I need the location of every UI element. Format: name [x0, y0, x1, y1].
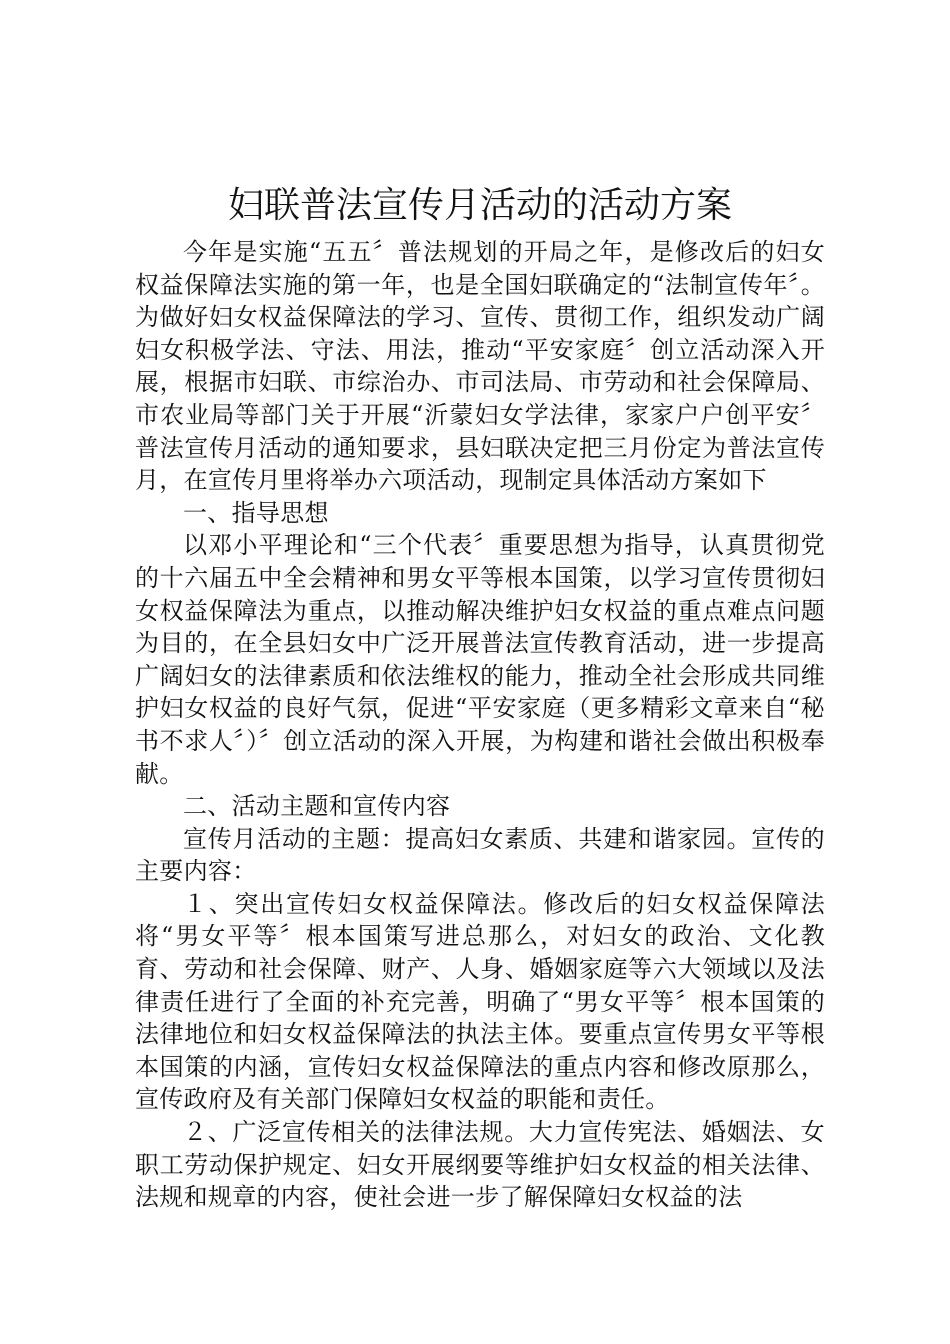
section-heading-guiding-thought: 一、指导思想: [183, 498, 329, 527]
theme-paragraph: 宣传月活动的主题：提高妇女素质、共建和谐家园。宣传的主要内容：: [135, 824, 825, 886]
item-1-paragraph: １、突出宣传妇女权益保障法。修改后的妇女权益保障法将“男女平等〞根本国策写进总那么，对妇女的政治、文化教育、劳动和社会保障、财产、人身、婚姻家庭等六大领域以及法律责任进行了全面的补充完善，明确了“男女平等〞根本国策的法律地位和妇女权益保障法的执法主体。要重点宣传男女平等根本国策的内涵，宣传妇女权益保障法的重点内容和修改原那么，宣传政府及有关部门保障妇女权益的职能和责任。: [135, 889, 825, 1114]
guiding-thought-paragraph: 以邓小平理论和“三个代表〞重要思想为指导，认真贯彻党的十六届五中全会精神和男女平等根本国策，以学习宣传贯彻妇女权益保障法为重点，以推动解决维护妇女权益的重点难点问题为目的，在全县妇女中广泛开展普法宣传教育活动，进一步提高广阔妇女的法律素质和依法维权的能力，推动全社会形成共同维护妇女权益的良好气氛，促进“平安家庭（更多精彩文章来自“秘书不求人〞）〞创立活动的深入开展，为构建和谐社会做出积极奉献。: [135, 531, 825, 788]
document-page: [135, 180, 825, 1214]
intro-paragraph: 今年是实施“五五〞普法规划的开局之年，是修改后的妇女权益保障法实施的第一年，也是全国妇联确定的“法制宣传年〞。为做好妇女权益保障法的学习、宣传、贯彻工作，组织发动广阔妇女积极学法、守法、用法，推动“平安家庭〞创立活动深入开展，根据市妇联、市综治办、市司法局、市劳动和社会保障局、市农业局等部门关于开展“沂蒙妇女学法律，家家户户创平安〞普法宣传月活动的通知要求，县妇联决定把三月份定为普法宣传月，在宣传月里将举办六项活动，现制定具体活动方案如下: [135, 238, 825, 495]
section-heading-theme-content: 二、活动主题和宣传内容: [183, 792, 451, 821]
document-title: 妇联普法宣传月活动的活动方案: [227, 185, 732, 226]
item-2-paragraph: ２、广泛宣传相关的法律法规。大力宣传宪法、婚姻法、女职工劳动保护规定、妇女开展纲要等维护妇女权益的相关法律、法规和规章的内容，使社会进一步了解保障妇女权益的法: [135, 1118, 825, 1212]
